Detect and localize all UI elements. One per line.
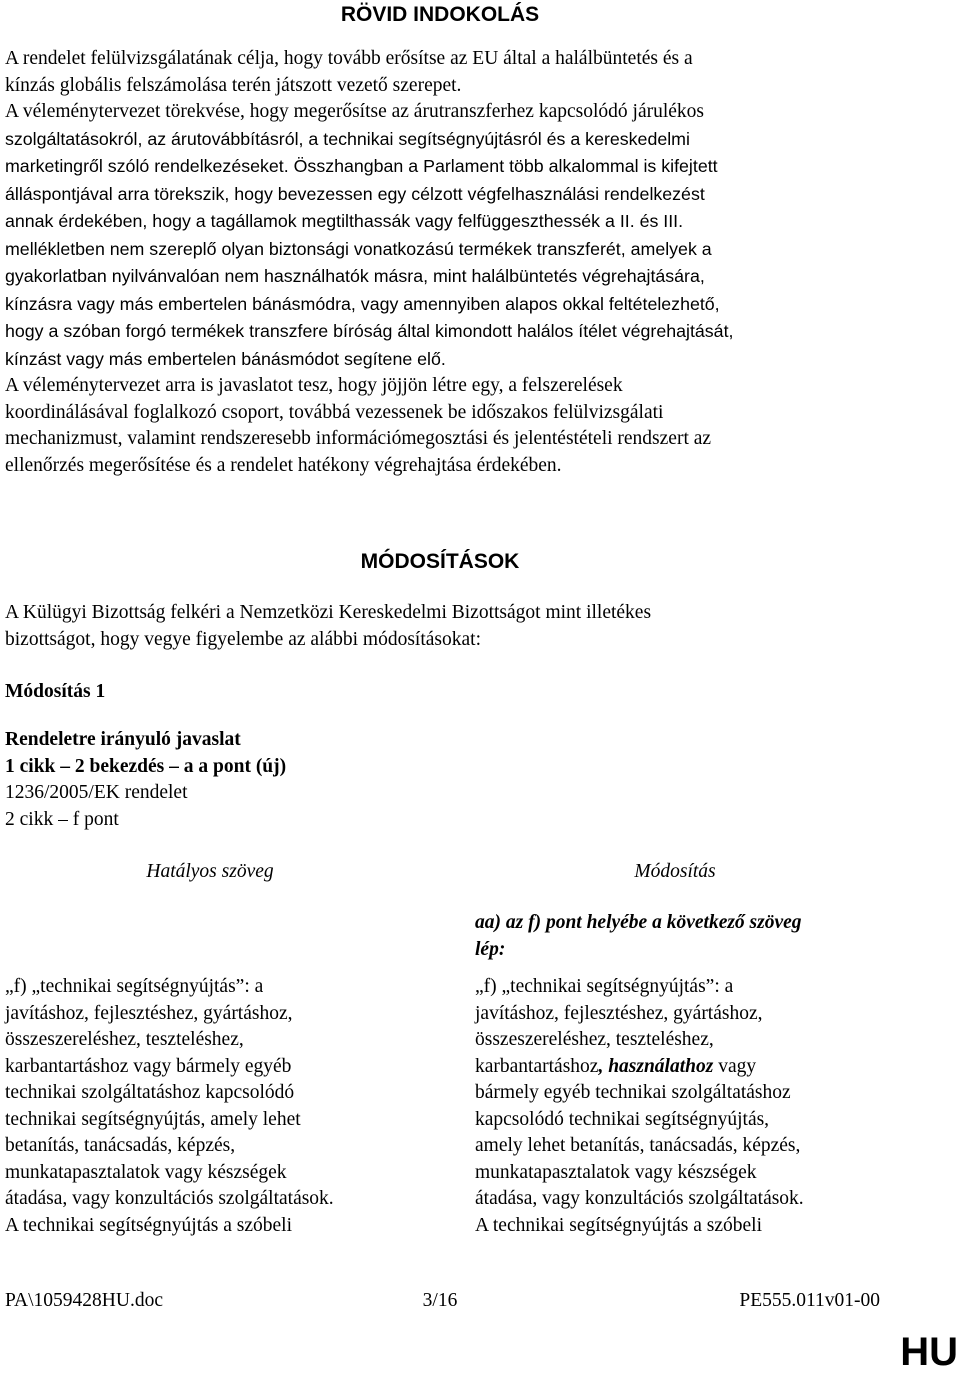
left-line: összeszereléshez, teszteléshez, [5,1029,244,1050]
section-title-indoklas: RÖVID INDOKOLÁS [340,3,540,26]
section-title-modositasok: MÓDOSÍTÁSOK [360,550,520,573]
right-line: bármely egyéb technikai szolgáltatáshoz [475,1082,791,1103]
right-line: amely lehet betanítás, tanácsadás, képzés, [475,1135,801,1156]
indoklas-line-text: álláspontjával arra törekszik, hogy bevezessen egy célzott végfelhasználási rendelkezést [5,183,705,204]
footer-page: 3/16 [422,1290,458,1311]
left-column-text [5,974,445,1239]
proposal-block [5,727,605,833]
indoklas-line-text: kínzás globális felszámolása terén játszott vezető szerepet. [5,74,462,96]
left-line: A technikai segítségnyújtás a szóbeli [5,1214,293,1236]
indoklas-line-cont: Összhangban a Parlament több alkalommal is kifejtett [288,156,718,176]
left-column-header: Hatályos szöveg [146,861,274,882]
right-line: A technikai segítségnyújtás a szóbeli [475,1214,763,1236]
indoklas-line-text: mechanizmust, valamint rendszeresebb információmegosztási és jelentéstételi rendszert az [5,428,712,449]
right-intro-line: aa) az f) pont helyébe a következő szöveg [475,912,802,933]
article-ref: 2 cikk – f pont [5,808,119,830]
intro-line: A Külügyi Bizottság felkéri a Nemzetközi Kereskedelmi Bizottságot mint illetékes [5,602,652,623]
indoklas-line-text: marketingről szóló rendelkezéseket. [5,156,289,176]
left-line: karbantartáshoz vagy bármely egyéb [5,1055,292,1077]
left-line: „f) „technikai segítségnyújtás”: a [5,976,264,997]
indoklas-line [5,373,885,400]
indoklas-line-text: A véleménytervezet törekvése, hogy megerősítse az árutranszferhez kapcsolódó járulékos [5,101,705,122]
indoklas-line [5,208,885,236]
left-line: technikai segítségnyújtás, amely lehet [5,1108,301,1130]
indoklas-line-text: kínzásra vagy más embertelen bánásmódra, vagy amennyiben alapos okkal feltételezhető, [5,293,720,314]
indoklas-line [5,236,885,264]
right-line: „f) „technikai segítségnyújtás”: a [475,976,734,997]
indoklas-line [5,73,885,100]
indoklas-line [5,426,885,453]
indoklas-line-text: kínzást vagy más embertelen bánásmódot segítene elő. [5,348,446,369]
right-line: kapcsolódó technikai segítségnyújtás, [475,1108,770,1130]
indoklas-line [5,453,885,480]
indoklas-line [5,291,885,319]
indoklas-line-text: A véleménytervezet arra is javaslatot tesz, hogy jöjjön létre egy, a felszerelések [5,375,623,396]
right-line-pre: karbantartáshoz [475,1055,599,1077]
indoklas-line [5,346,885,374]
left-line: betanítás, tanácsadás, képzés, [5,1135,236,1156]
right-line: átadása, vagy konzultációs szolgáltatások. [475,1188,804,1209]
indoklas-line [5,400,885,427]
right-column-text [475,974,915,1239]
modositasok-intro [5,600,885,653]
right-line: munkatapasztalatok vagy készségek [475,1161,757,1183]
left-line: technikai szolgáltatáshoz kapcsolódó [5,1082,295,1103]
indoklas-line-text: mellékletben nem szereplő olyan biztonsági vonatkozású termékek transzferét, amelyek a [5,238,712,259]
right-intro [475,910,802,963]
right-line: javításhoz, fejlesztéshez, gyártáshoz, [475,1002,763,1024]
indoklas-line [5,153,885,181]
indoklas-body [5,46,885,479]
indoklas-line-text: szolgáltatásokról, az árutovábbításról, a technikai segítségnyújtásról és a kereskedelmi [5,128,690,149]
left-line: munkatapasztalatok vagy készségek [5,1161,287,1183]
proposal-ref: 1 cikk – 2 bekezdés – a a pont (új) [5,755,287,777]
footer-ref: PE555.011v01-00 [739,1290,880,1311]
right-line: összeszereléshez, teszteléshez, [475,1029,714,1050]
indoklas-line-text: koordinálásával foglalkozó csoport, továbbá vezessenek be időszakos felülvizsgálati [5,401,664,423]
amendment-label: Módosítás 1 [5,681,106,702]
right-line [475,1054,915,1081]
footer-doc: PA\1059428HU.doc [5,1290,163,1311]
left-line: átadása, vagy konzultációs szolgáltatások. [5,1188,334,1209]
indoklas-line [5,126,885,154]
indoklas-line-text: A rendelet felülvizsgálatának célja, hogy tovább erősítse az EU által a halálbüntetés és a [5,48,693,69]
proposal-title: Rendeletre irányuló javaslat [5,729,241,750]
indoklas-line-text: ellenőrzés megerősítése és a rendelet hatékony végrehajtása érdekében. [5,454,562,476]
indoklas-line-text: gyakorlatban nyilvánvalóan nem használhatók másra, mint halálbüntetés végrehajtására, [5,266,705,286]
indoklas-line [5,318,885,346]
indoklas-line-text: annak érdekében, hogy a tagállamok megtilthassák vagy felfüggeszthessék a II. és III. [5,211,684,231]
left-line: javításhoz, fejlesztéshez, gyártáshoz, [5,1002,293,1024]
intro-line: bizottságot, hogy vegye figyelembe az alábbi módosításokat: [5,628,481,650]
indoklas-line [5,99,885,126]
right-line-post: vagy [713,1055,757,1077]
right-intro-line: lép: [475,938,506,960]
indoklas-line [5,46,885,73]
indoklas-line [5,181,885,209]
indoklas-line [5,263,885,291]
regulation-ref: 1236/2005/EK rendelet [5,782,188,803]
indoklas-line-text: hogy a szóban forgó termékek transzfere bíróság által kimondott halálos ítélet végrehajtását, [5,321,734,341]
right-column-header: Módosítás [634,861,716,882]
amended-text: , használathoz [598,1055,714,1077]
footer-lang: HU [900,1330,958,1374]
